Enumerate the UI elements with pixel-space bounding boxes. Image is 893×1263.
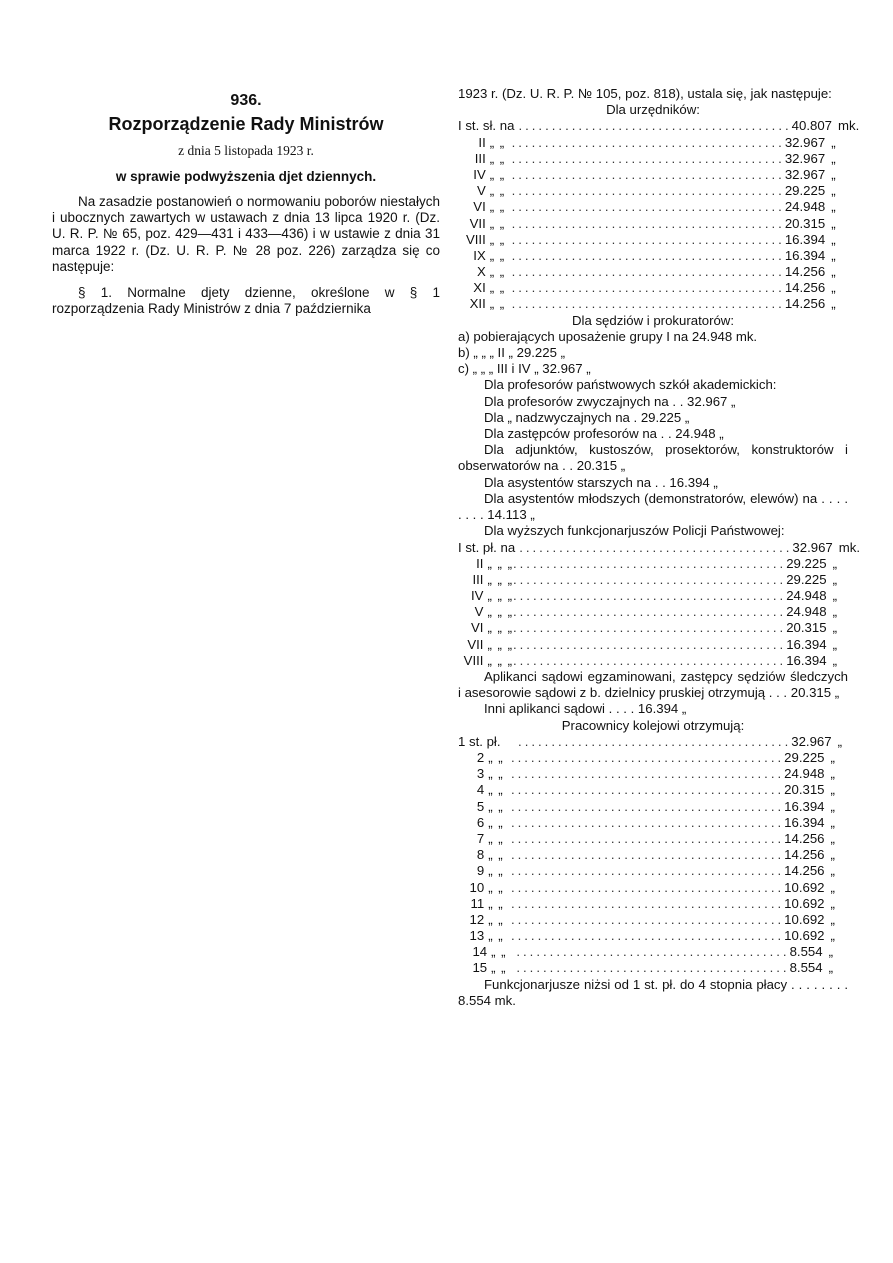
kolej-row <box>458 847 848 863</box>
ditto-marks: „ „ <box>489 247 506 263</box>
row-label: 15 <box>472 960 488 976</box>
ditto-marks: „ „ <box>488 750 504 765</box>
row-value: 10.692 <box>784 928 825 944</box>
row-unit: „ <box>831 264 836 280</box>
policja-heading: Dla wyższych funkcjonarjuszów Policji Państwowej: <box>484 523 785 539</box>
ditto-marks: „ „ <box>489 134 506 150</box>
sedziowie-item: a) pobierających uposażenie grupy I na 24.948 mk. <box>458 328 758 344</box>
row-value: 14.256 <box>784 830 825 846</box>
policja-row <box>458 637 848 653</box>
policja-row <box>458 556 848 572</box>
profesorowie-item: Dla zastępców profesorów na . . 24.948 „ <box>484 426 724 442</box>
leader-dots: ......................................... <box>510 782 785 798</box>
ditto-marks: „ „ <box>489 199 506 215</box>
row-label: XII <box>469 296 486 312</box>
urzednicy-table <box>458 118 860 312</box>
left-column <box>52 86 440 317</box>
urzednicy-row <box>458 232 848 248</box>
row-label: I st. pł. na <box>458 539 516 555</box>
ditto-marks: „ „ <box>489 150 506 166</box>
leader-dots: ......................................... <box>510 766 785 782</box>
row-value: 14.256 <box>784 847 825 863</box>
row-unit: „ <box>831 231 836 247</box>
leader-dots: ......................................... <box>510 863 785 879</box>
kolej-row <box>458 896 848 912</box>
ditto-marks: „ „ <box>489 231 506 247</box>
row-value: 10.692 <box>784 911 825 927</box>
urzednicy-heading: Dla urzędników: <box>606 102 700 118</box>
kolej-heading: Pracownicy kolejowi otrzymują: <box>561 717 745 733</box>
kolej-row <box>458 880 848 896</box>
row-label: IV <box>473 166 486 182</box>
row-value: 14.256 <box>784 280 826 296</box>
row-value: 32.967 <box>791 733 832 749</box>
row-unit: „ <box>830 879 835 895</box>
row-unit: „ <box>830 895 835 911</box>
ditto-marks: „ „ <box>491 960 507 976</box>
row-unit: „ <box>831 150 836 166</box>
decree-number: 936. <box>230 92 262 109</box>
row-unit: „ <box>832 620 837 636</box>
row-label: 7 <box>476 830 485 846</box>
row-unit: „ <box>831 215 836 231</box>
leader-dots: ......................................... <box>518 733 792 749</box>
urzednicy-row <box>458 280 848 296</box>
row-label: 5 <box>476 798 485 814</box>
policja-row <box>458 539 861 556</box>
ditto-marks: „ „ <box>489 166 506 182</box>
ditto-marks: „ „ <box>488 766 504 782</box>
profesorowie-item: Dla asystentów młodszych (demonstratorów, elewów) na . . . . . . . . 14.113 „ <box>458 490 848 523</box>
row-unit: „ <box>828 944 833 960</box>
leader-dots: ......................................... <box>512 652 787 668</box>
row-unit: „ <box>832 636 837 652</box>
ditto-marks: „ „ <box>488 863 504 879</box>
urzednicy-row <box>458 296 848 312</box>
row-label: VI <box>471 620 484 636</box>
kolej-row <box>458 912 848 928</box>
ditto-marks: „ „ <box>488 928 504 944</box>
row-value: 29.225 <box>786 555 827 571</box>
row-value: 29.225 <box>784 183 826 199</box>
row-value: 16.394 <box>784 798 825 814</box>
row-unit: „ <box>831 296 836 312</box>
urzednicy-row <box>458 135 848 151</box>
ditto-marks: „ „ „ <box>487 652 513 668</box>
row-value: 10.692 <box>784 879 825 895</box>
urzednicy-row <box>458 167 848 183</box>
row-label: 10 <box>469 879 485 895</box>
profesorowie-item: Dla „ nadzwyczajnych na . 29.225 „ <box>484 409 690 425</box>
policja-row <box>458 620 848 636</box>
ditto-marks: „ „ „ <box>487 636 513 652</box>
row-label: 13 <box>469 928 485 944</box>
kolej-row <box>458 782 848 798</box>
right-column <box>458 86 861 1009</box>
ditto-marks: „ „ <box>489 280 506 296</box>
row-value: 16.394 <box>786 636 827 652</box>
row-unit: „ <box>832 588 837 604</box>
kolej-row <box>458 928 848 944</box>
urzednicy-row <box>458 216 848 232</box>
row-value: 16.394 <box>786 652 827 668</box>
leader-dots: ......................................... <box>511 166 785 182</box>
row-unit: „ <box>830 830 835 846</box>
ditto-marks: „ „ <box>489 215 506 231</box>
decree-subject: w sprawie podwyższenia djet dziennych. <box>115 169 377 184</box>
ditto-marks: „ „ <box>491 944 507 960</box>
row-value: 8.554 <box>789 960 823 976</box>
intro-text: 1923 r. (Dz. U. R. P. № 105, poz. 818), ustala się, jak następuje: <box>458 86 832 101</box>
profesorowie-item: Dla profesorów zwyczajnych na . . 32.967 „ <box>484 393 736 409</box>
policja-row <box>458 588 848 604</box>
profesorowie-item: Dla asystentów starszych na . . 16.394 „ <box>484 474 718 490</box>
row-label: XI <box>473 280 486 296</box>
row-unit: „ <box>830 911 835 927</box>
row-label: 6 <box>476 814 485 830</box>
ditto-marks: „ „ <box>489 183 506 199</box>
row-label: IX <box>473 247 486 263</box>
leader-dots: ......................................... <box>510 798 785 814</box>
row-unit: „ <box>830 766 835 782</box>
row-label: VIII <box>465 231 486 247</box>
policja-table <box>458 539 861 670</box>
leader-dots: ......................................... <box>511 280 785 296</box>
row-unit: „ <box>831 134 836 150</box>
leader-dots: ......................................... <box>511 134 785 150</box>
leader-dots: ......................................... <box>512 636 787 652</box>
row-value: 14.256 <box>784 863 825 879</box>
ditto-marks: „ „ „ <box>487 620 513 636</box>
decree-title: Rozporządzenie Rady Ministrów <box>108 114 384 134</box>
leader-dots: ......................................... <box>510 830 785 846</box>
row-unit: „ <box>830 782 835 798</box>
leader-dots: ......................................... <box>511 215 785 231</box>
row-unit: „ <box>830 863 835 879</box>
row-unit: mk. <box>838 118 860 134</box>
row-unit: mk. <box>838 539 861 555</box>
row-unit: „ <box>832 652 837 668</box>
sedziowie-item: b) „ „ „ II „ 29.225 „ <box>458 345 565 361</box>
row-value: 10.692 <box>784 895 825 911</box>
leader-dots: ......................................... <box>519 539 793 555</box>
leader-dots: ......................................... <box>516 960 790 976</box>
row-unit: „ <box>837 733 843 749</box>
ditto-marks: „ „ „ <box>487 555 513 571</box>
row-label: VII <box>467 636 484 652</box>
kolej-row <box>458 863 848 879</box>
urzednicy-row <box>458 248 848 264</box>
row-unit: „ <box>831 199 836 215</box>
preamble-paragraph: Na zasadzie postanowień o normowaniu poborów niestałych i ubocznych zawartych w ustawach z dnia 13 lipca 1920 r. (Dz. U. R. P. № 65, poz. 429—431 i 433—436) i w ustawie z dnia 31 marca 1922 r. (Dz. U. R. P. № 28 poz. 226) zarządza się co następuje: <box>52 194 440 274</box>
leader-dots: ......................................... <box>510 879 785 895</box>
ditto-marks: „ „ <box>489 296 506 312</box>
row-value: 16.394 <box>784 231 826 247</box>
leader-dots: ......................................... <box>511 264 785 280</box>
row-unit: „ <box>830 750 835 765</box>
row-unit: „ <box>832 555 837 571</box>
row-value: 20.315 <box>786 620 827 636</box>
policja-row <box>458 653 848 669</box>
row-value: 14.256 <box>784 264 826 280</box>
leader-dots: ......................................... <box>512 571 787 587</box>
row-label: 4 <box>476 782 485 798</box>
ditto-marks: „ „ <box>488 814 504 830</box>
row-label: V <box>474 604 484 620</box>
leader-dots: ......................................... <box>511 150 785 166</box>
row-unit: „ <box>830 814 835 830</box>
row-label: IV <box>471 588 484 604</box>
row-unit: „ <box>830 928 835 944</box>
ditto-marks: „ „ „ <box>487 604 513 620</box>
decree-date: z dnia 5 listopada 1923 r. <box>178 143 314 158</box>
row-value: 20.315 <box>784 782 825 798</box>
leader-dots: ......................................... <box>518 118 792 134</box>
row-label: 9 <box>476 863 485 879</box>
kolej-table <box>458 734 848 977</box>
row-label: 11 <box>470 895 485 911</box>
policja-row <box>458 604 848 620</box>
sedziowie-list <box>458 329 848 378</box>
row-value: 29.225 <box>784 750 825 765</box>
profesorowie-heading: Dla profesorów państwowych szkół akademickich: <box>484 377 777 393</box>
kolej-row <box>458 944 848 960</box>
row-value: 16.394 <box>784 247 826 263</box>
row-label: VIII <box>463 652 484 668</box>
leader-dots: ......................................... <box>512 555 787 571</box>
row-value: 24.948 <box>786 588 827 604</box>
leader-dots: ......................................... <box>512 604 787 620</box>
leader-dots: ......................................... <box>512 620 787 636</box>
row-unit: „ <box>828 960 833 976</box>
row-value: 14.256 <box>784 296 826 312</box>
ditto-marks: „ „ <box>488 911 504 927</box>
kolej-row <box>458 766 848 782</box>
row-value: 20.315 <box>784 215 826 231</box>
leader-dots: ......................................... <box>510 928 785 944</box>
ditto-marks: „ „ <box>488 830 504 846</box>
row-label: 12 <box>469 911 485 927</box>
row-value: 24.948 <box>786 604 827 620</box>
urzednicy-row <box>458 183 848 199</box>
row-unit: „ <box>832 604 837 620</box>
row-label: II <box>476 555 484 571</box>
row-value: 16.394 <box>784 814 825 830</box>
row-label: X <box>476 264 486 280</box>
kolej-row <box>458 734 848 750</box>
ditto-marks: „ „ <box>489 264 506 280</box>
row-value: 8.554 <box>789 944 823 960</box>
urzednicy-row <box>458 118 860 134</box>
ditto-marks: „ „ „ <box>487 571 513 587</box>
leader-dots: ......................................... <box>510 895 785 911</box>
leader-dots: ......................................... <box>511 183 785 199</box>
urzednicy-row <box>458 264 848 280</box>
row-unit: „ <box>830 798 835 814</box>
row-unit: „ <box>832 571 837 587</box>
row-unit: „ <box>831 166 836 182</box>
kolej-row <box>458 750 848 766</box>
row-unit: „ <box>830 847 835 863</box>
leader-dots: ......................................... <box>511 247 785 263</box>
section-1-paragraph: § 1. Normalne djety dzienne, określone w § 1 rozporządzenia Rady Ministrów z dnia 7 października <box>52 285 440 317</box>
ditto-marks: „ „ <box>488 798 504 814</box>
row-unit: „ <box>831 183 836 199</box>
row-label: 14 <box>472 944 488 960</box>
row-label: III <box>474 150 486 166</box>
row-unit: „ <box>831 280 836 296</box>
row-value: 40.807 <box>791 118 833 134</box>
ditto-marks: „ „ <box>488 847 504 863</box>
leader-dots: ......................................... <box>512 588 787 604</box>
row-value: 24.948 <box>784 199 826 215</box>
leader-dots: ......................................... <box>510 750 785 765</box>
ditto-marks: „ „ <box>488 782 504 798</box>
inni-aplikanci-paragraph: Inni aplikanci sądowi . . . . 16.394 „ <box>484 701 687 717</box>
kolej-row <box>458 831 848 847</box>
kolej-row <box>458 815 848 831</box>
ditto-marks: „ „ <box>488 879 504 895</box>
row-unit: „ <box>831 247 836 263</box>
ditto-marks: „ „ <box>488 895 504 911</box>
row-value: 32.967 <box>792 539 833 555</box>
leader-dots: ......................................... <box>511 231 785 247</box>
row-label: II <box>478 134 486 150</box>
ditto-marks: „ „ „ <box>487 588 513 604</box>
row-label: I st. sł. na <box>458 118 515 134</box>
row-value: 32.967 <box>784 166 826 182</box>
aplikanci-paragraph: Aplikanci sądowi egzaminowani, zastępcy sędziów śledczych i asesorowie sądowi z b. dzielnicy pruskiej otrzymują . . . 20.315 „ <box>458 669 848 701</box>
leader-dots: ......................................... <box>510 847 785 863</box>
leader-dots: ......................................... <box>516 944 790 960</box>
policja-row <box>458 572 848 588</box>
row-label: 8 <box>476 847 485 863</box>
urzednicy-row <box>458 151 848 167</box>
sedziowie-item: c) „ „ „ III i IV „ 32.967 „ <box>458 361 591 377</box>
row-label: 1 st. pł. <box>458 733 501 749</box>
profesorowie-list <box>458 394 848 524</box>
row-label: VII <box>469 215 486 231</box>
urzednicy-row <box>458 199 848 215</box>
row-label: 2 <box>476 750 485 765</box>
row-value: 32.967 <box>784 134 826 150</box>
row-label: VI <box>473 199 486 215</box>
leader-dots: ......................................... <box>510 911 785 927</box>
leader-dots: ......................................... <box>510 814 785 830</box>
row-value: 32.967 <box>784 150 826 166</box>
leader-dots: ......................................... <box>511 199 785 215</box>
row-label: 3 <box>476 766 485 782</box>
final-paragraph: Funkcjonarjusze niżsi od 1 st. pł. do 4 stopnia płacy . . . . . . . . 8.554 mk. <box>458 976 848 1008</box>
kolej-row <box>458 960 848 976</box>
sedziowie-heading: Dla sędziów i prokuratorów: <box>572 312 734 328</box>
row-label: V <box>476 183 486 199</box>
row-value: 24.948 <box>784 766 825 782</box>
leader-dots: ......................................... <box>511 296 785 312</box>
profesorowie-item: Dla adjunktów, kustoszów, prosektorów, konstruktorów i obserwatorów na . . 20.315 „ <box>458 442 848 474</box>
kolej-row <box>458 799 848 815</box>
row-label: III <box>472 571 484 587</box>
row-value: 29.225 <box>786 571 827 587</box>
